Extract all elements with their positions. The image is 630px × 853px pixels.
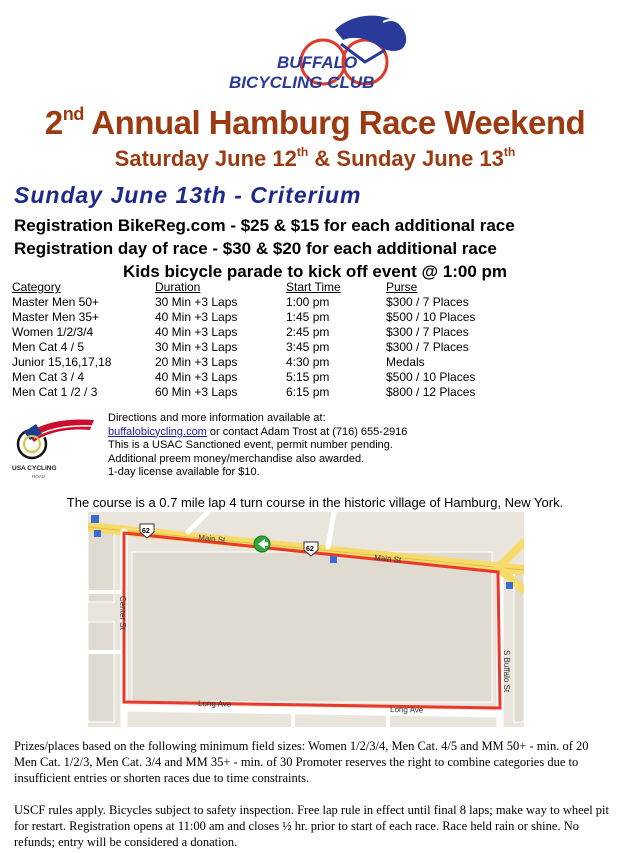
info-sanction: This is a USAC Sanctioned event, permit number pending.: [108, 439, 393, 451]
cell-duration: 40 Min +3 Laps: [155, 325, 238, 339]
table-row: [12, 355, 506, 370]
cell-start-time: 4:30 pm: [286, 355, 330, 369]
cell-purse: $500 / 10 Places: [386, 370, 476, 384]
cell-purse: $300 / 7 Places: [386, 340, 469, 354]
kids-parade: Kids bicycle parade to kick off event @ 1:00 pm: [122, 262, 508, 281]
cell-start-time: 6:15 pm: [286, 385, 330, 399]
day-heading: Sunday June 13th - Criterium: [14, 182, 362, 208]
cell-category: Junior 15,16,17,18: [12, 355, 112, 369]
map-label-main-st-2: Main St: [373, 553, 402, 565]
info-contact: or contact Adam Trost at (716) 655-2916: [206, 425, 408, 438]
registration-online: Registration BikeReg.com - $25 & $15 for each additional race: [14, 216, 515, 235]
usa-cycling-logo: [12, 410, 102, 482]
usac-logo-text: USA CYCLING: [12, 465, 57, 472]
race-schedule-table: [12, 280, 506, 400]
info-contact-line: [108, 426, 407, 440]
cell-start-time: 1:00 pm: [286, 295, 330, 309]
cell-category: Men Cat 3 / 4: [12, 370, 85, 384]
prizes-paragraph: Prizes/places based on the following minimum field sizes: Women 1/2/3/4, Men Cat. 4/5 and MM 50+ - min. of 20 Men Cat. 1/2/3, Men Cat. 3/4 and MM 35+ - min. of 30 Promoter reserves the right to combine categories due to insufficient entries or shorten races due to time constraints.: [14, 739, 589, 785]
buffalo-bicycling-club-logo: [215, 10, 430, 98]
table-row: [12, 370, 506, 385]
title-text: Annual Hamburg Race Weekend: [83, 104, 586, 141]
usac-logo-subtext: ROAD: [32, 474, 46, 479]
map-label-main-st-1: Main St: [197, 533, 226, 545]
cell-duration: 40 Min +3 Laps: [155, 310, 238, 324]
cell-start-time: 3:45 pm: [286, 340, 330, 354]
registration-day-of: Registration day of race - $30 & $20 for each additional race: [14, 239, 497, 258]
date-sunday: & Sunday June 13: [308, 146, 504, 171]
course-map: [88, 512, 524, 727]
header-category: Category: [12, 280, 61, 294]
cell-duration: 20 Min +3 Laps: [155, 355, 238, 369]
cell-category: Master Men 50+: [12, 295, 100, 309]
rules-paragraph: USCF rules apply. Bicycles subject to safety inspection. Free lap rule in effect until final 8 laps; make way to wheel pit for restart. Registration opens at 11:00 am and closes ½ hr. prior to start of each race. Race held rain or shine. No refunds; entry will be considered a donation.: [14, 803, 609, 849]
route-62-label-1: 62: [142, 528, 150, 535]
bus-stop-icon: [506, 582, 513, 589]
date-saturday-ordinal: th: [296, 144, 309, 159]
cell-purse: $300 / 7 Places: [386, 295, 469, 309]
date-saturday: Saturday June 12: [114, 146, 297, 171]
cell-category: Women 1/2/3/4: [12, 325, 94, 339]
route-62-label-2: 62: [306, 546, 314, 553]
info-preem: Additional preem money/merchandise also awarded.: [108, 452, 365, 465]
website-link[interactable]: buffalobicycling.com: [108, 425, 207, 438]
cell-purse: $300 / 7 Places: [386, 325, 469, 339]
bus-stop-icon: [330, 556, 337, 563]
map-label-long-ave-2: Long Ave: [389, 705, 424, 715]
cell-start-time: 1:45 pm: [286, 310, 330, 324]
table-row: [12, 325, 506, 340]
cell-duration: 30 Min +3 Laps: [155, 295, 238, 309]
course-description: The course is a 0.7 mile lap 4 turn course in the historic village of Hamburg, New York.: [66, 495, 564, 510]
title-ordinal: nd: [62, 104, 84, 124]
table-row: [12, 310, 506, 325]
start-arrow-icon[interactable]: [254, 536, 270, 552]
cell-duration: 30 Min +3 Laps: [155, 340, 238, 354]
cell-purse: $500 / 10 Places: [386, 310, 476, 324]
cell-duration: 60 Min +3 Laps: [155, 385, 238, 399]
cell-purse: $800 / 12 Places: [386, 385, 476, 399]
table-row: [12, 295, 506, 310]
cell-purse: Medals: [386, 355, 425, 369]
cell-category: Master Men 35+: [12, 310, 100, 324]
table-row: [12, 340, 506, 355]
map-label-s-buffalo-st: S Buffalo St: [502, 650, 511, 693]
cyclist-flag-icon: [18, 420, 94, 458]
bus-stop-icon: [91, 515, 99, 523]
header-duration: Duration: [155, 280, 201, 294]
table-row: [12, 385, 506, 400]
map-label-center-st: Center St: [118, 596, 127, 630]
title-number: 2: [44, 104, 63, 141]
info-directions: Directions and more information available at:: [108, 412, 326, 424]
map-label-long-ave-1: Long Ave: [197, 699, 232, 709]
cell-category: Men Cat 1 /2 / 3: [12, 385, 98, 399]
cell-start-time: 5:15 pm: [286, 370, 330, 384]
info-license: 1-day license available for $10.: [108, 466, 260, 478]
event-dates: [0, 146, 630, 172]
header-purse: Purse: [386, 280, 418, 294]
bus-stop-icon: [94, 530, 101, 537]
cell-category: Men Cat 4 / 5: [12, 340, 85, 354]
header-start-time: Start Time: [286, 280, 341, 294]
event-title: [0, 104, 630, 142]
event-info: [108, 412, 407, 480]
table-header-row: [12, 280, 506, 295]
logo-text-buffalo: BUFFALO: [277, 53, 358, 72]
date-sunday-ordinal: th: [503, 144, 516, 159]
cell-start-time: 2:45 pm: [286, 325, 330, 339]
cell-duration: 40 Min +3 Laps: [155, 370, 238, 384]
logo-text-club: BICYCLING CLUB: [229, 73, 375, 92]
